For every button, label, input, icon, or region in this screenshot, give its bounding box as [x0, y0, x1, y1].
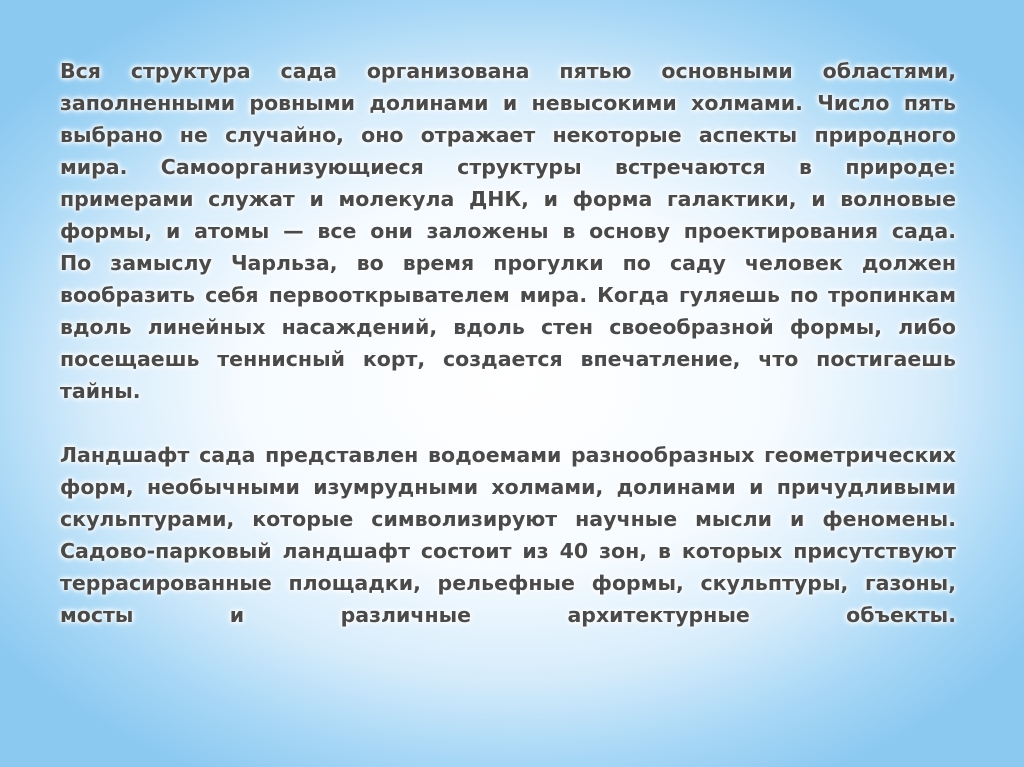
- paragraph-landscape: Ландшафт сада представлен водоемами разнообразных геометрических форм, необычными изумрудными холмами, долинами и причудливыми скульптурами, которые символизируют научные мысли и феномены. Садово-парковый ландшафт состоит из 40 зон, в которых присутствуют террасированные площадки, рельефные формы, скульптуры, газоны, мосты и различные архитектурные объекты.: [60, 443, 956, 627]
- paragraph-charles-idea: По замыслу Чарльза, во время прогулки по саду человек должен вообразить себя первооткрывателем мира. Когда гуляешь по тропинкам вдоль линейных насаждений, вдоль стен своеобразной формы, либо посещаешь теннисный корт, создается впечатление, что постигаешь тайны.: [60, 251, 956, 403]
- paragraph-garden-structure: Вся структура сада организована пятью основными областями, заполненными ровными долинами и невысокими холмами. Число пять выбрано не случайно, оно отражает некоторые аспекты природного мира. Самоорганизующиеся структуры встречаются в природе: примерами служат и молекула ДНК, и форма галактики, и волновые формы, и атомы — все они заложены в основу проектирования сада.: [60, 59, 956, 243]
- paragraph-gap: [60, 407, 956, 439]
- slide-text-block: [60, 55, 956, 631]
